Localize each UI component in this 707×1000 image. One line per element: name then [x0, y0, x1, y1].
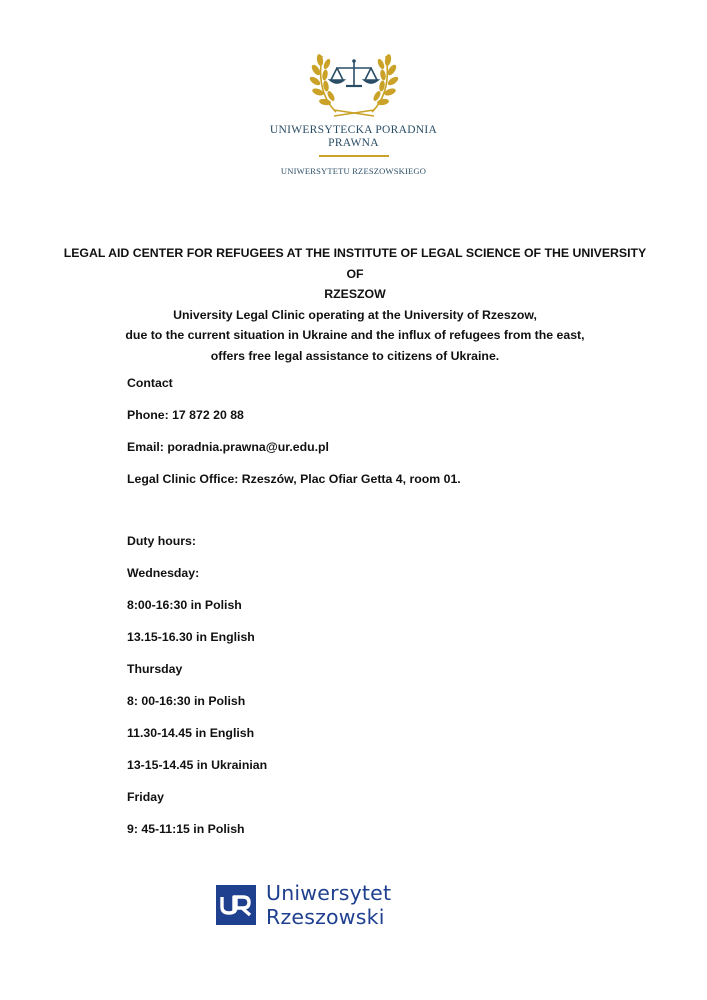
hours-wednesday-polish: 8:00-16:30 in Polish: [127, 598, 242, 612]
contact-office: Legal Clinic Office: Rzeszów, Plac Ofiar Getta 4, room 01.: [127, 472, 461, 486]
day-friday: Friday: [127, 790, 164, 804]
clinic-logo: [0, 48, 707, 176]
clinic-name-line1: UNIWERSYTECKA PORADNIA: [269, 124, 438, 136]
heading-line-4: due to the current situation in Ukraine and the influx of refugees from the east,: [125, 328, 585, 342]
day-thursday: Thursday: [127, 662, 183, 676]
contact-title: Contact: [127, 376, 173, 390]
day-wednesday: Wednesday:: [127, 566, 200, 580]
logo-divider: [319, 155, 389, 157]
hours-friday-polish: 9: 45-11:15 in Polish: [127, 822, 245, 836]
heading-line-3: University Legal Clinic operating at the University of Rzeszow,: [173, 307, 537, 322]
contact-phone: Phone: 17 872 20 88: [127, 408, 244, 422]
clinic-name-line3: UNIWERSYTETU RZESZOWSKIEGO: [280, 166, 427, 176]
heading-line-5: offers free legal assistance to citizens of Ukraine.: [210, 348, 500, 363]
scales-of-justice-laurel-icon: [306, 48, 402, 118]
university-logo: [216, 883, 516, 927]
heading-line-2: RZESZOW: [324, 287, 386, 301]
duty-hours-title: Duty hours:: [127, 534, 196, 548]
document-heading: [60, 243, 650, 366]
clinic-name-line2: PRAWNA: [328, 137, 379, 149]
hours-wednesday-english: 13.15-16.30 in English: [127, 630, 255, 644]
hours-thursday-polish: 8: 00-16:30 in Polish: [127, 694, 246, 708]
section-spacer: [127, 501, 647, 531]
university-name: Uniwersytet Rzeszowski: [266, 881, 392, 929]
hours-thursday-english: 11.30-14.45 in English: [127, 726, 255, 740]
ur-monogram-icon: [216, 885, 256, 925]
contact-email: Email: poradnia.prawna@ur.edu.pl: [127, 440, 329, 454]
heading-line-1: LEGAL AID CENTER FOR REFUGEES AT THE INSTITUTE OF LEGAL SCIENCE OF THE UNIVERSITY OF: [63, 246, 647, 281]
info-section: [127, 373, 647, 851]
hours-thursday-ukrainian: 13-15-14.45 in Ukrainian: [127, 758, 268, 772]
